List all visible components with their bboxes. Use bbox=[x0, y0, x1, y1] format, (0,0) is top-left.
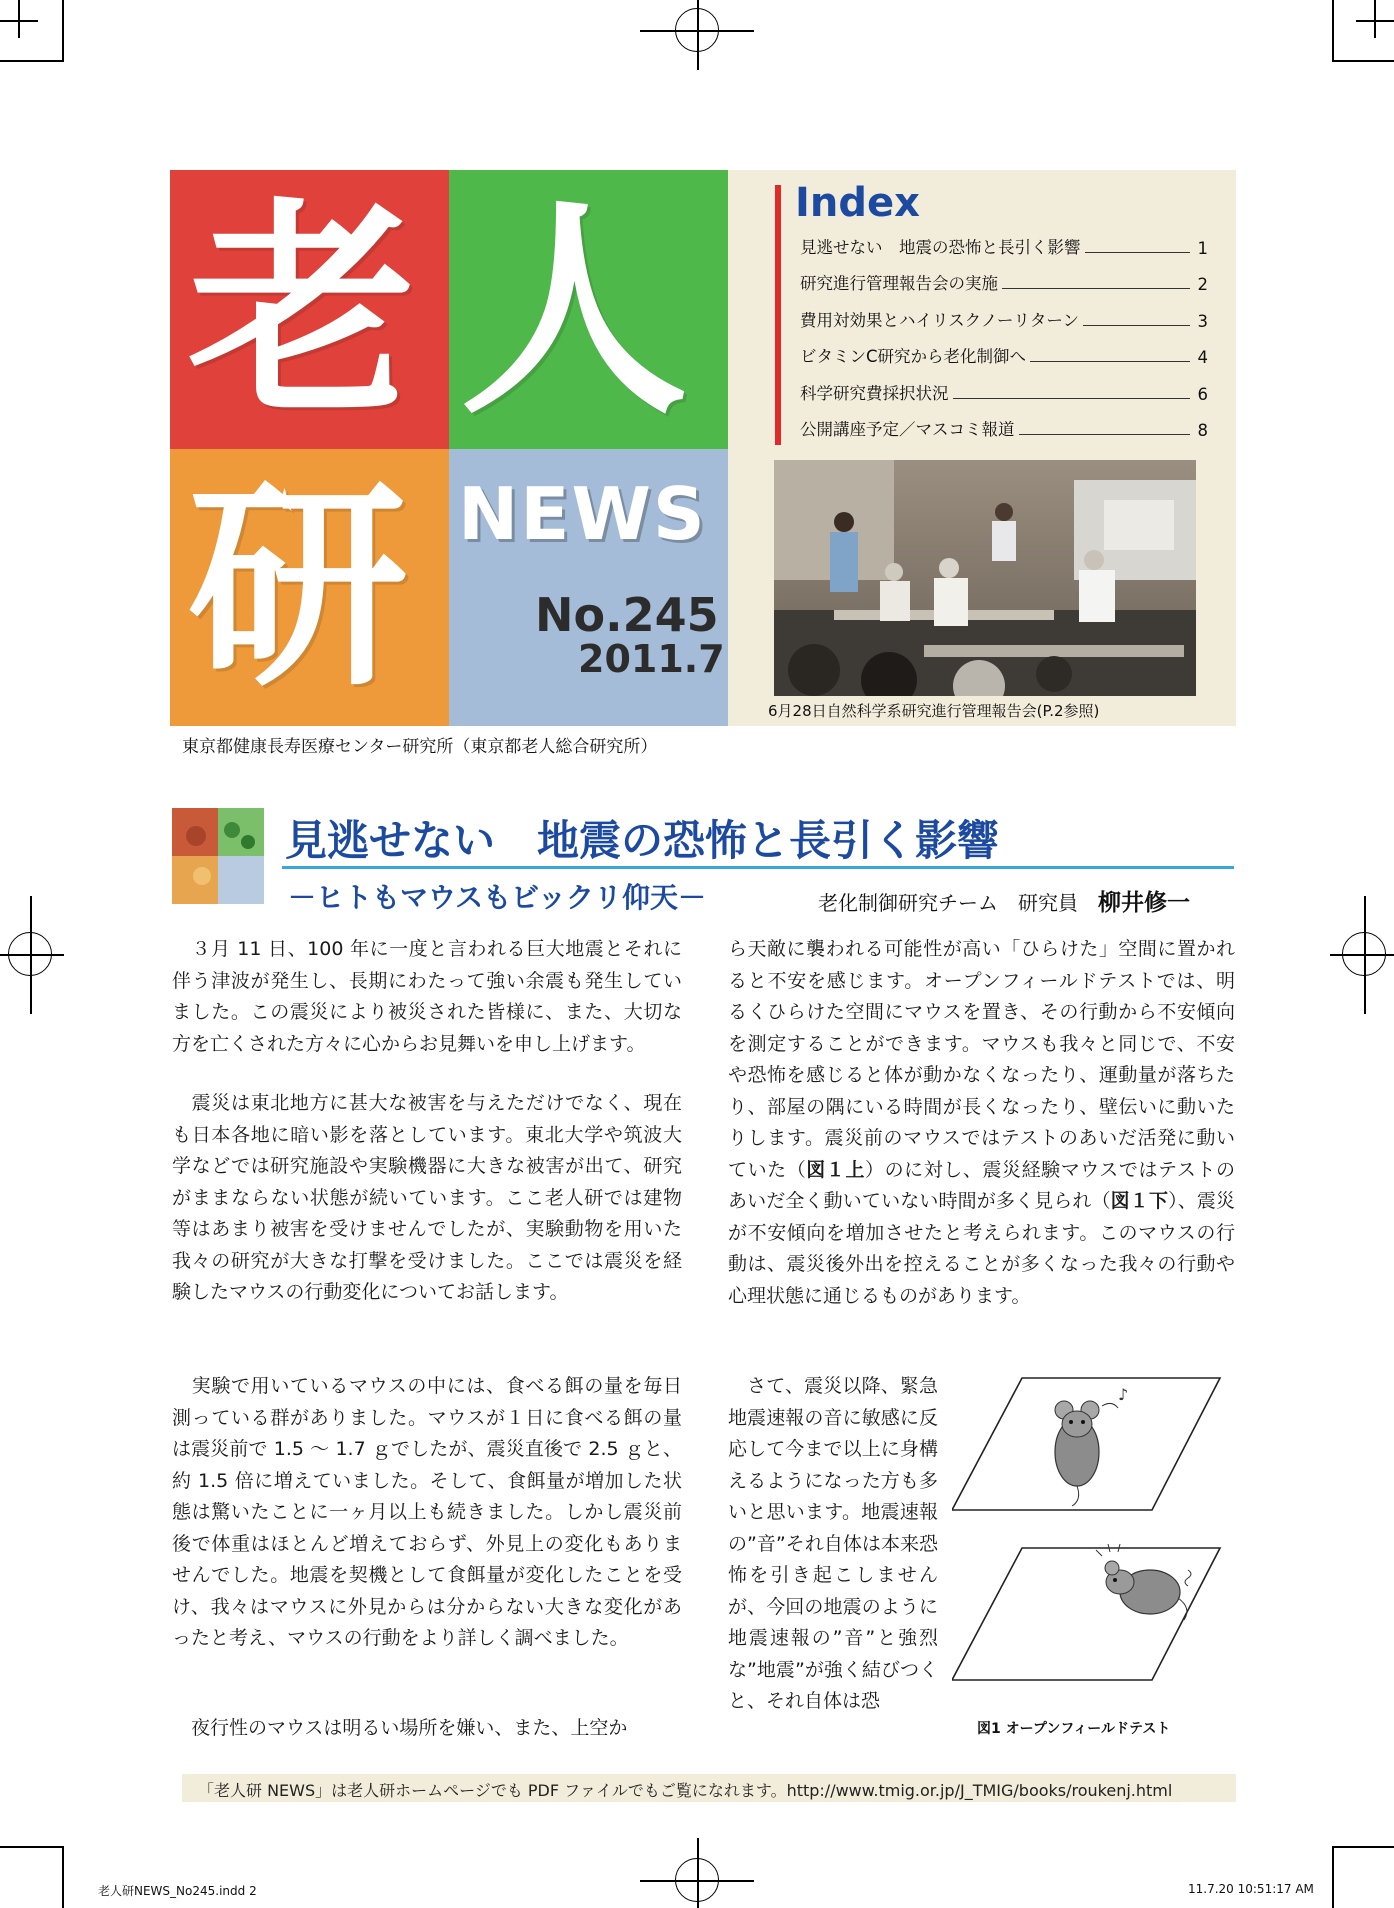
organization-name: 東京都健康長寿医療センター研究所（東京都老人総合研究所） bbox=[182, 737, 658, 757]
index-item-page: 1 bbox=[1197, 239, 1208, 258]
footer-note: 「老人研 NEWS」は老人研ホームページでも PDF ファイルでもご覧になれます。http://www.tmig.or.jp/J_TMIG/books/roukenj.html bbox=[198, 1781, 1173, 1800]
article-paragraph: 夜行性のマウスは明るい場所を嫌い、また、上空か bbox=[172, 1717, 628, 1739]
index-item-label: 研究進行管理報告会の実施 bbox=[800, 274, 998, 293]
index-leader-line bbox=[953, 398, 1191, 399]
index-item-page: 6 bbox=[1197, 385, 1208, 404]
article-paragraph: 実験で用いているマウスの中には、食べる餌の量を毎日測っている群がありました。マウスが１日に食べる餌の量は震災前で 1.5 ～ 1.7 ｇでしたが、震災直後で 2.5 ｇと、約 1.5 倍に増えていました。そして、食餌量が増加した状態は驚いたことに一ヶ月以上も続きました。しかし震災前後で体重はほとんど増えておらず、外見上の変化もありませんでした。地震を契機として食餌量が変化したことを受け、我々はマウスに外見からは分からない大きな変化があったと考え、マウスの行動をより詳しく調べました。 bbox=[172, 1375, 682, 1649]
figure-reference: 図１下 bbox=[1110, 1190, 1169, 1212]
logo-kanji-research: 研 bbox=[188, 460, 409, 716]
index-item-page: 8 bbox=[1197, 421, 1208, 440]
article-title-rule bbox=[282, 866, 1234, 869]
index-accent-bar bbox=[775, 185, 781, 445]
index-leader-line bbox=[1085, 252, 1191, 253]
index-item[interactable] bbox=[800, 305, 1208, 331]
index-item-page: 4 bbox=[1197, 348, 1208, 367]
index-leader-line bbox=[1030, 361, 1190, 362]
figure-caption: 図1 オープンフィールドテスト bbox=[977, 1721, 1171, 1737]
index-item-label: 科学研究費採択状況 bbox=[800, 384, 949, 403]
article-paragraph: 震災は東北地方に甚大な被害を与えただけでなく、現在も日本各地に暗い影を落としています。東北大学や筑波大学などでは研究施設や実験機器に大きな被害が出て、研究がままならない状態が続いています。ここ老人研では建物等はあまり被害を受けませんでしたが、実験動物を用いた我々の研究が大きな打撃を受けました。ここでは震災を経験したマウスの行動変化についてお話します。 bbox=[172, 1092, 682, 1303]
article-subtitle: －ヒトもマウスもビックリ仰天－ bbox=[288, 881, 707, 914]
article-paragraph: ３月 11 日、100 年に一度と言われる巨大地震とそれに伴う津波が発生し、長期にわたって強い余震も発生していました。この震災により被災された皆様に、また、大切な方を亡くされた方々に心からお見舞いを申し上げます。 bbox=[172, 938, 682, 1055]
index-item[interactable] bbox=[800, 268, 1208, 294]
issue-number: No.245 bbox=[535, 588, 719, 642]
paragraph-text: ）、震災が不安傾向を増加させたと考えられます。このマウスの行動は、震災後外出を控えることが多くなった我々の行動や心理状態に通じるものがあります。 bbox=[728, 1190, 1235, 1307]
index-item-label: 費用対効果とハイリスクノーリターン bbox=[800, 311, 1080, 330]
article-author bbox=[818, 884, 1190, 917]
paragraph-text: ）のに対し、震災経験マウスではテストのあいだ全く動いていない時間が多く見られ（ bbox=[728, 1158, 1235, 1212]
svg-text:♪: ♪ bbox=[1118, 1385, 1129, 1404]
print-slug-timestamp: 11.7.20 10:51:17 AM bbox=[1188, 1882, 1314, 1896]
open-field-bottom bbox=[952, 1548, 1220, 1680]
index-title: Index bbox=[795, 180, 920, 226]
article-title: 見逃せない 地震の恐怖と長引く影響 bbox=[285, 816, 1000, 865]
index-item[interactable] bbox=[800, 232, 1208, 258]
meeting-photo bbox=[774, 460, 1196, 696]
index-item-label: ビタミンC研究から老化制御へ bbox=[800, 347, 1027, 366]
index-leader-line bbox=[1019, 434, 1191, 435]
index-leader-line bbox=[1083, 325, 1190, 326]
index-item-label: 公開講座予定／マスコミ報道 bbox=[800, 420, 1015, 439]
article-paragraph: さて、震災以降、緊急地震速報の音に敏感に反応して今まで以上に身構えるようになった方も多いと思います。地震速報の”音”それ自体は本来恐怖を引き起こしませんが、今回の地震のように地震速報の”音”と強烈な”地震”が強く結びつくと、それ自体は恐 bbox=[728, 1375, 938, 1712]
logo-news-word: NEWS bbox=[458, 472, 707, 556]
logo-kanji-person: 人 bbox=[460, 179, 688, 445]
meeting-photo-illustration bbox=[774, 460, 1196, 696]
index-item-page: 3 bbox=[1197, 312, 1208, 331]
author-affiliation: 老化制御研究チーム 研究員 bbox=[818, 891, 1078, 915]
figure-reference: 図１上 bbox=[806, 1158, 866, 1181]
index-item-label: 見逃せない 地震の恐怖と長引く影響 bbox=[800, 238, 1081, 257]
logo-kanji-old: 老 bbox=[188, 179, 416, 445]
print-slug-file: 老人研NEWS_No245.indd 2 bbox=[98, 1884, 257, 1898]
index-item[interactable] bbox=[800, 378, 1208, 404]
index-item[interactable] bbox=[800, 414, 1208, 440]
index-item-page: 2 bbox=[1197, 275, 1208, 294]
paragraph-text: ら天敵に襲われる可能性が高い「ひらけた」空間に置かれると不安を感じます。オープンフィールドテストでは、明るくひらけた空間にマウスを置き、その行動から不安傾向を測定することができます。マウスも我々と同じで、不安や恐怖を感じると体が動かなくなったり、運動量が落ちたり、部屋の隅にいる時間が長くなったり、壁伝いに動いたりします。震災前のマウスではテストのあいだ活発に動いていた（ bbox=[728, 938, 1235, 1181]
photo-caption: 6月28日自然科学系研究進行管理報告会(P.2参照) bbox=[768, 702, 1100, 720]
article-paragraph bbox=[728, 934, 1235, 1312]
author-name: 柳井修一 bbox=[1098, 890, 1190, 916]
index-item[interactable] bbox=[800, 341, 1208, 367]
index-leader-line bbox=[1002, 288, 1190, 289]
issue-date: 2011.7 bbox=[578, 637, 725, 681]
open-field-figure bbox=[952, 1370, 1228, 1700]
